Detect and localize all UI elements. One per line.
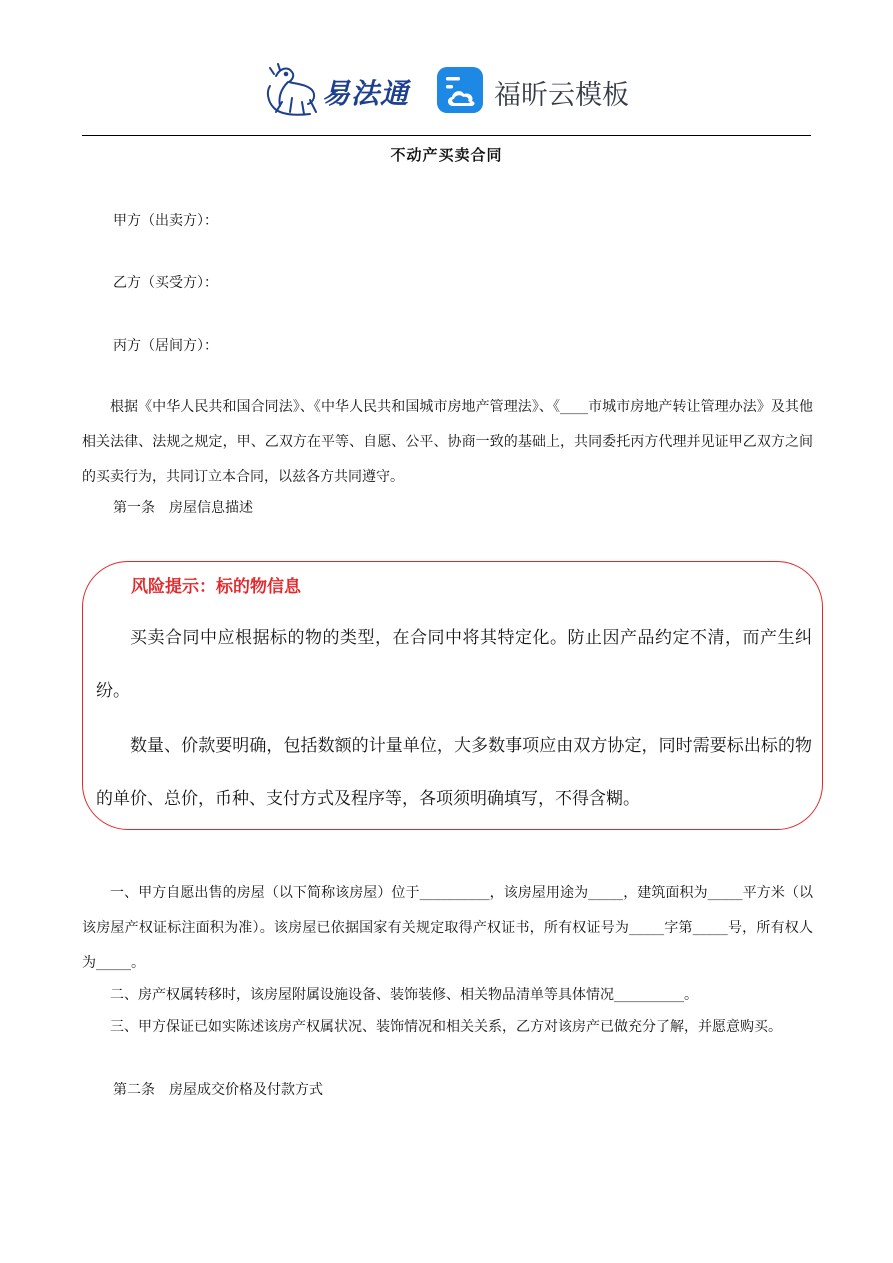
foxit-cloud-template-logo-icon (436, 66, 484, 114)
risk-warning-paragraph: 买卖合同中应根据标的物的类型，在合同中将其特定化。防止因产品约定不清，而产生纠纷。 (96, 628, 812, 701)
page-header (0, 58, 893, 120)
document-title: 不动产买卖合同 (390, 146, 503, 164)
article-1-heading: 第一条 房屋信息描述 (113, 500, 253, 516)
article-2-heading: 第二条 房屋成交价格及付款方式 (113, 1082, 323, 1098)
clause-2-paragraph: 二、房产权属转移时，该房屋附属设施设备、装饰装修、相关物品清单等具体情况__________。 (110, 987, 698, 1003)
risk-warning-paragraph: 数量、价款要明确，包括数额的计量单位，大多数事项应由双方协定，同时需要标出标的物的单价、总价，币种、支付方式及程序等，各项须明确填写，不得含糊。 (96, 736, 812, 809)
clause-1-paragraph: 一、甲方自愿出售的房屋（以下简称该房屋）位于__________，该房屋用途为_____，建筑面积为_____平方米（以该房屋产权证标注面积为准）。该房屋已依据国家有关规定取得产权证书，所有权证号为_____字第_____号，所有权人为_____。 (82, 885, 813, 971)
risk-warning-title: 风险提示：标的物信息 (131, 577, 301, 597)
party-buyer: 乙方（买受方）： (113, 275, 218, 291)
yifatong-logo-text: 易法通 (322, 77, 410, 110)
preamble-paragraph: 根据《中华人民共和国合同法》、《中华人民共和国城市房地产管理法》、《____市城市房地产转让管理办法》及其他相关法律、法规之规定，甲、乙双方在平等、自愿、公平、协商一致的基础上，共同委托丙方代理并见证甲乙双方之间的买卖行为，共同订立本合同，以兹各方共同遵守。 (82, 399, 813, 485)
party-intermediary: 丙方（居间方）： (113, 338, 218, 354)
clause-3-paragraph: 三、甲方保证已如实陈述该房产权属状况、装饰情况和相关关系，乙方对该房产已做充分了解，并愿意购买。 (110, 1019, 782, 1035)
foxit-cloud-template-logo-text: 福昕云模板 (494, 80, 629, 111)
header-divider (82, 135, 811, 136)
party-seller: 甲方（出卖方）： (113, 213, 218, 229)
